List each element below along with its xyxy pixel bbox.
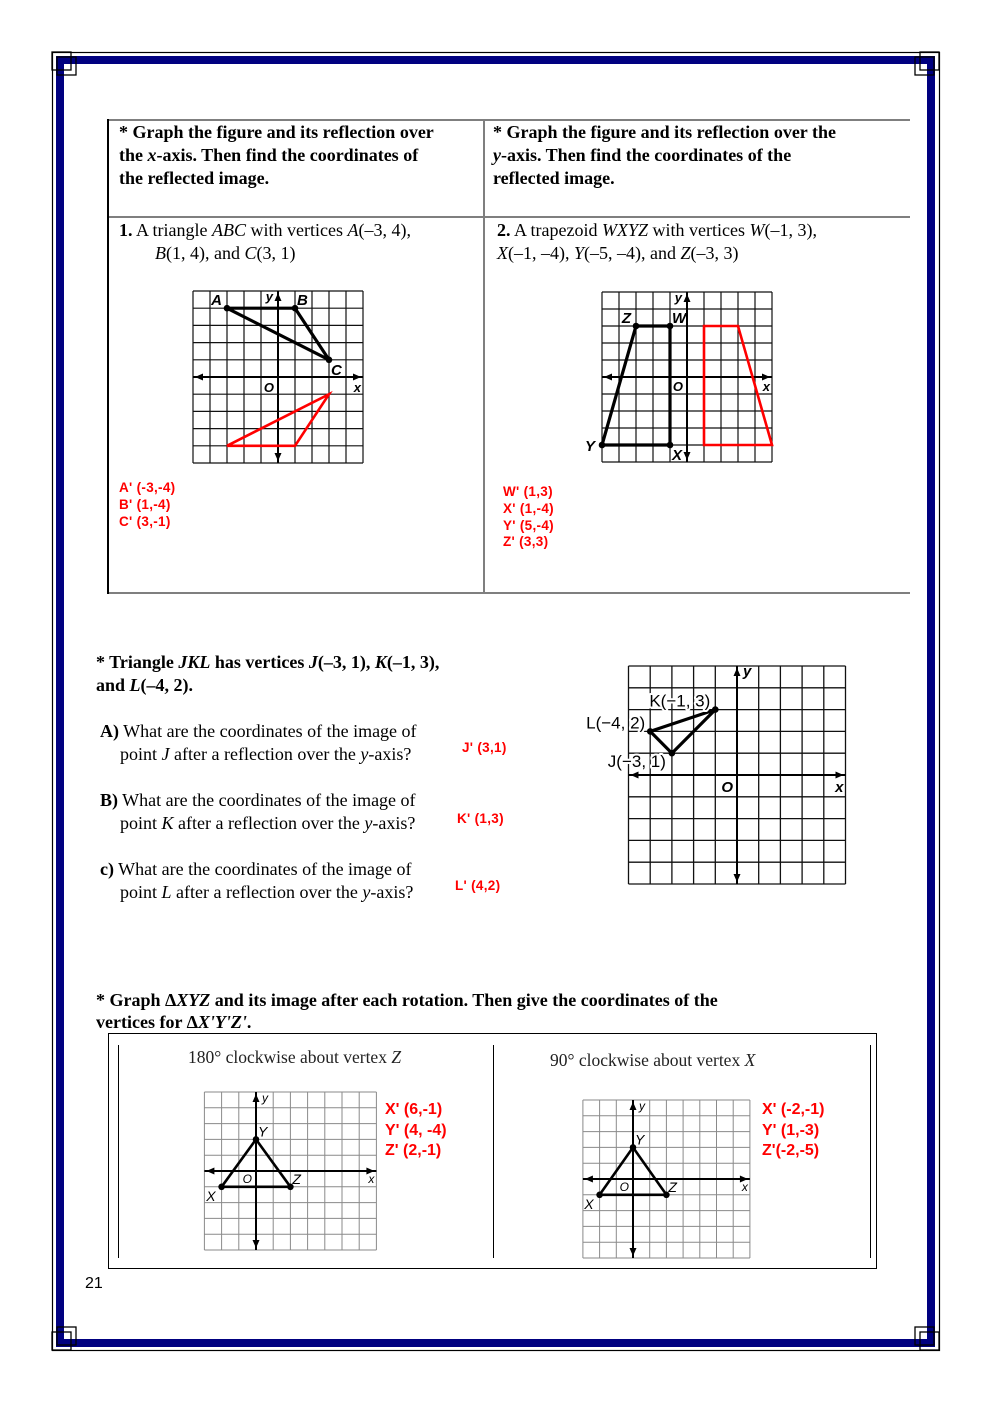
answer-z-prime: Z' (2,-1) — [385, 1142, 442, 1159]
answer-j-prime: J' (3,1) — [462, 740, 507, 755]
answer-y-prime: Y' (5,-4) — [503, 517, 554, 533]
problem-2 — [497, 219, 817, 265]
coordinate-graph-triangle-abc — [183, 283, 373, 468]
answer-a-prime: A' (-3,-4) — [119, 480, 176, 495]
text: (–1, 3), — [386, 652, 440, 672]
table-row-divider — [108, 216, 910, 218]
table-left-border — [107, 119, 109, 594]
text: 90° clockwise about vertex — [550, 1050, 745, 1070]
text-italic: J — [308, 652, 318, 672]
answer-x-prime: X' (6,-1) — [385, 1101, 443, 1118]
x-axis-label: x — [353, 380, 361, 395]
question-c — [100, 858, 413, 904]
vertex-label: Z — [668, 1178, 677, 1195]
text-italic: K — [161, 813, 174, 833]
text-italic: y — [493, 145, 501, 165]
answer-y-prime: Y' (4, -4) — [385, 1121, 447, 1139]
vertex-label: K(−1, 3) — [649, 691, 711, 711]
text: -axis. Then find the coordinates of the — [501, 145, 792, 165]
text: A triangle — [132, 220, 212, 240]
text-italic: X'Y'Z' — [197, 1012, 247, 1032]
text-italic: Z — [391, 1047, 402, 1067]
text: (–3, 3) — [690, 243, 739, 263]
coordinate-graph-triangle-jkl — [578, 655, 858, 895]
text-italic: ABC — [212, 220, 246, 240]
x-axis-arrow-right — [836, 772, 844, 779]
instruction-reflect-x-axis — [119, 121, 434, 190]
panel-title-90 — [550, 1049, 755, 1071]
vertex-label: A — [211, 292, 222, 310]
problem-number: 2. — [497, 220, 511, 240]
text: the — [119, 145, 148, 165]
y-axis-arrow-up — [684, 294, 691, 302]
vertex-label: X — [672, 447, 683, 464]
text: point — [120, 882, 162, 902]
answer-list-rotation-180 — [385, 1100, 447, 1162]
y-axis-label: y — [262, 1091, 268, 1105]
x-axis-arrow-left — [195, 374, 203, 381]
question-line — [100, 881, 413, 904]
origin-label: O — [263, 380, 274, 395]
text: (–1, 3), — [764, 220, 817, 240]
question-a — [100, 720, 417, 766]
answer-z-prime: Z'(-2,-5) — [762, 1142, 820, 1159]
y-axis-arrow-down — [684, 452, 691, 460]
triangle-jkl-intro — [96, 651, 439, 697]
vertex-label: Y — [584, 438, 595, 455]
vertex-label: Y — [635, 1131, 645, 1148]
answer-w-prime: W' (1,3) — [503, 484, 553, 499]
problem-line — [497, 242, 817, 265]
text: (1, 4), and — [166, 243, 245, 263]
coordinate-graph-xyz-rotation-90 — [578, 1095, 755, 1263]
text: -axis. Then find the coordinates of — [156, 145, 419, 165]
question-line — [100, 720, 417, 743]
y-axis-arrow-up — [630, 1102, 637, 1110]
text-italic: XYZ — [176, 990, 211, 1010]
text: (3, 1) — [256, 243, 296, 263]
text-italic: y — [360, 744, 369, 764]
text: * Triangle — [96, 652, 179, 672]
answer-b-prime: B' (1,-4) — [119, 496, 171, 512]
origin-label: O — [672, 379, 683, 394]
x-axis-label: x — [762, 379, 770, 394]
coordinate-graph-trapezoid-wxyz — [584, 283, 780, 468]
text: (–1, –4), — [508, 243, 574, 263]
answer-x-prime: X' (-2,-1) — [762, 1101, 825, 1118]
text-italic: W — [749, 220, 765, 240]
question-b — [100, 789, 416, 835]
text-italic: X — [497, 243, 508, 263]
answer-l-prime: L' (4,2) — [455, 878, 501, 893]
text: vertices for Δ — [96, 1012, 198, 1032]
text: after a reflection over the — [169, 744, 361, 764]
x-axis-arrow-left — [585, 1176, 593, 1183]
text-italic: y — [362, 882, 371, 902]
table-bottom-border — [108, 592, 910, 594]
text: with vertices — [246, 220, 348, 240]
question-marker: B) — [100, 790, 118, 810]
vertex-label: J(−3, 1) — [607, 752, 666, 772]
text-italic: x — [147, 145, 157, 165]
text: . — [246, 1012, 252, 1032]
vertex-label: Z — [621, 310, 631, 327]
instruction-line — [96, 1011, 718, 1033]
text: What are the coordinates of the image of — [119, 721, 417, 741]
instruction-line: reflected image. — [493, 168, 615, 188]
question-line — [100, 743, 417, 766]
vertex-point — [633, 323, 640, 330]
y-axis-label: y — [674, 290, 682, 305]
text-italic: A — [347, 220, 359, 240]
text-italic: JKL — [178, 652, 211, 672]
panel-left-rule — [118, 1045, 119, 1258]
x-axis-arrow-left — [206, 1168, 214, 1175]
text: (–3, 1), — [317, 652, 375, 672]
vertex-label: C — [331, 361, 342, 379]
x-axis-label: x — [835, 779, 844, 796]
panel-divider — [493, 1045, 494, 1258]
y-axis-arrow-down — [630, 1248, 637, 1256]
answer-y-prime: Y' (1,-3) — [762, 1121, 820, 1139]
coordinate-graph-xyz-rotation-180 — [198, 1086, 383, 1256]
text: -axis? — [368, 744, 412, 764]
x-axis-label: x — [368, 1172, 375, 1186]
text-italic: L — [129, 675, 141, 695]
x-axis-arrow-left — [631, 772, 639, 779]
text: -axis? — [372, 813, 416, 833]
instruction-reflect-y-axis — [493, 121, 836, 190]
answer-c-prime: C' (3,-1) — [119, 513, 171, 529]
text-italic: y — [364, 813, 373, 833]
vertex-point — [224, 305, 231, 312]
text-italic: J — [161, 744, 170, 764]
vertex-label: W — [672, 310, 687, 327]
text-italic: X — [744, 1050, 756, 1070]
page-number: 21 — [85, 1275, 103, 1292]
text: (–3, 4), — [358, 220, 411, 240]
text-italic: C — [244, 243, 257, 263]
instruction-line — [119, 144, 434, 167]
question-marker: A) — [100, 721, 119, 741]
y-axis-arrow-up — [275, 293, 282, 301]
vertex-label: Y — [258, 1123, 268, 1140]
vertex-point — [218, 1184, 225, 1191]
problem-number: 1. — [119, 220, 133, 240]
table-column-divider — [483, 119, 485, 594]
problem-line — [119, 219, 411, 242]
text-italic: WXYZ — [601, 220, 648, 240]
intro-line — [96, 674, 439, 697]
y-axis-label: y — [265, 289, 273, 304]
origin-label: O — [619, 1180, 629, 1194]
y-axis-arrow-down — [275, 453, 282, 461]
origin-label: O — [721, 779, 733, 796]
problem-1 — [119, 219, 411, 265]
text: What are the coordinates of the image of — [113, 859, 412, 879]
text: 180° clockwise about vertex — [188, 1047, 392, 1067]
text: A trapezoid — [510, 220, 602, 240]
text: and — [96, 675, 130, 695]
x-axis-label: x — [741, 1180, 748, 1194]
rotation-instruction — [96, 989, 718, 1033]
text: after a reflection over the — [173, 813, 365, 833]
answer-z-prime: Z' (3,3) — [503, 534, 549, 550]
answer-list-rotation-90 — [762, 1100, 824, 1162]
text-italic: B — [155, 243, 166, 263]
vertex-label: Z — [292, 1170, 301, 1187]
text-italic: K — [374, 652, 387, 672]
instruction-line: * Graph the figure and its reflection over — [119, 122, 434, 142]
vertex-point — [669, 750, 676, 757]
problem-line — [119, 242, 411, 265]
answer-x-prime: X' (1,-4) — [503, 500, 554, 516]
text: point — [120, 744, 162, 764]
vertex-point — [599, 442, 606, 449]
instruction-line — [493, 144, 836, 167]
panel-right-rule — [870, 1045, 871, 1258]
y-axis-arrow-down — [253, 1240, 260, 1248]
vertex-point — [712, 706, 719, 713]
question-line — [100, 789, 416, 812]
vertex-label: X — [584, 1195, 594, 1212]
text-italic: Z — [680, 243, 691, 263]
vertex-label: X — [206, 1187, 216, 1204]
text: after a reflection over the — [171, 882, 363, 902]
text-italic: L — [161, 882, 172, 902]
y-axis-arrow-up — [253, 1094, 260, 1102]
y-axis-label: y — [743, 663, 752, 680]
text: (–5, –4), and — [584, 243, 681, 263]
vertex-point — [596, 1192, 603, 1199]
intro-line — [96, 651, 439, 674]
question-line — [100, 812, 416, 835]
text: and its image after each rotation. Then give the coordinates of the — [210, 990, 718, 1010]
instruction-line: the reflected image. — [119, 168, 270, 188]
vertex-point — [647, 728, 654, 735]
text: with vertices — [648, 220, 750, 240]
instruction-line: * Graph the figure and its reflection over the — [493, 122, 836, 142]
text: has vertices — [210, 652, 309, 672]
vertex-label: B — [297, 292, 308, 310]
instruction-line — [96, 989, 718, 1011]
y-axis-arrow-up — [734, 668, 741, 676]
question-line — [100, 858, 413, 881]
vertex-label: L(−4, 2) — [586, 713, 646, 733]
answer-list-problem-2 — [503, 484, 554, 551]
x-axis-arrow-left — [604, 374, 612, 381]
text: (–4, 2). — [140, 675, 194, 695]
problem-line — [497, 219, 817, 242]
panel-title-180 — [188, 1046, 401, 1068]
answer-list-problem-1 — [119, 480, 175, 530]
text-italic: Y — [574, 243, 585, 263]
text: What are the coordinates of the image of — [118, 790, 416, 810]
text: point — [120, 813, 162, 833]
text: -axis? — [370, 882, 414, 902]
origin-label: O — [242, 1172, 252, 1186]
answer-k-prime: K' (1,3) — [457, 811, 504, 826]
text: * Graph Δ — [96, 990, 177, 1010]
y-axis-arrow-down — [734, 874, 741, 882]
question-marker: c) — [100, 859, 114, 879]
y-axis-label: y — [639, 1099, 645, 1113]
